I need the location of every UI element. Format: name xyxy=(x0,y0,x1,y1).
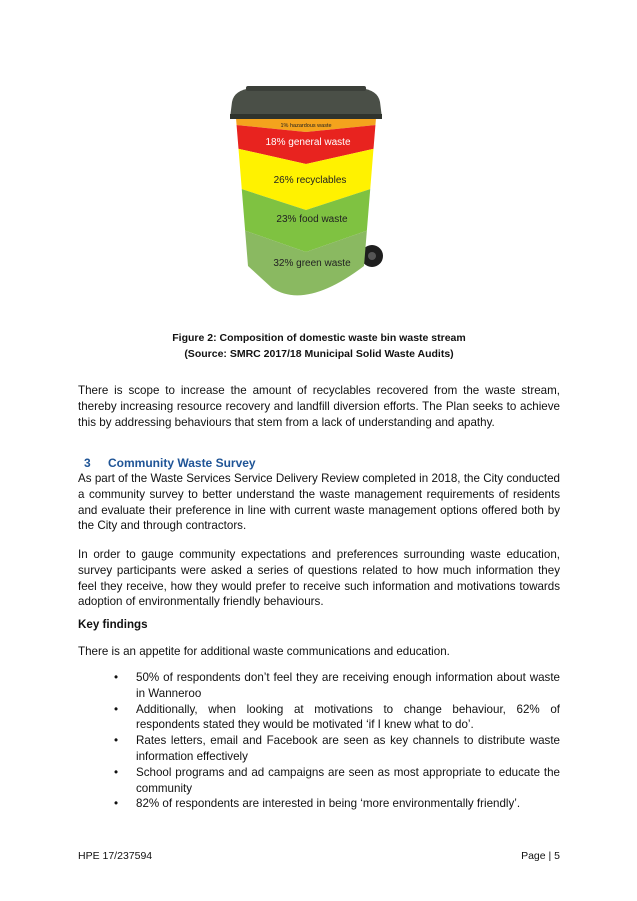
label-general: 18% general waste xyxy=(265,137,351,148)
section-heading xyxy=(84,456,256,470)
figure-caption: Figure 2: Composition of domestic waste bin waste stream xyxy=(172,332,466,344)
bullet-icon: • xyxy=(114,671,119,684)
list-item-text: 50% of respondents don’t feel they are receiving enough information about waste in Wanneroo xyxy=(136,671,560,700)
key-findings-heading: Key findings xyxy=(78,618,148,631)
list-item-text: 82% of respondents are interested in being ‘more environmentally friendly’. xyxy=(136,797,521,811)
section-title: Community Waste Survey xyxy=(108,456,256,470)
bin-lid xyxy=(230,88,382,118)
bullet-icon: • xyxy=(114,765,119,779)
bullet-icon: • xyxy=(114,702,119,716)
bullet-icon: • xyxy=(114,797,119,811)
label-green: 32% green waste xyxy=(273,258,351,269)
label-food: 23% food waste xyxy=(276,214,348,225)
list-item-text: Rates letters, email and Facebook are seen as key channels to distribute waste information effectively xyxy=(136,734,560,763)
waste-bin-illustration xyxy=(226,84,386,306)
paragraph-survey-questions: In order to gauge community expectations and preferences surrounding waste education, survey participants were asked a series of questions related to how much information they feel they receive, how they would prefer to receive such information and motivations towards adoption of environmentally friendly behaviours. xyxy=(78,548,560,609)
list-item-text: Additionally, when looking at motivations to change behaviour, 62% of respondents stated they would be motivated ‘if I knew what to do’. xyxy=(136,702,560,732)
figure-source: (Source: SMRC 2017/18 Municipal Solid Waste Audits) xyxy=(184,348,454,360)
list-item xyxy=(114,733,560,765)
section-number: 3 xyxy=(84,456,91,470)
key-findings-list xyxy=(114,670,560,812)
footer-reference: HPE 17/237594 xyxy=(78,850,153,862)
waste-bin-figure xyxy=(226,84,386,306)
list-item xyxy=(114,670,560,702)
list-item-text: School programs and ad campaigns are seen as most appropriate to educate the community xyxy=(136,765,560,795)
footer-page-number: Page | 5 xyxy=(521,850,560,862)
list-item xyxy=(114,796,560,812)
bullet-icon: • xyxy=(114,734,119,748)
key-findings-intro: There is an appetite for additional waste communications and education. xyxy=(78,645,450,658)
paragraph-recyclables-scope: There is scope to increase the amount of recyclables recovered from the waste stream, thereby increasing resource recovery and landfill diversion efforts. The Plan seeks to achieve this by addressing behaviours that stem from a lack of understanding and apathy. xyxy=(78,384,560,429)
list-item xyxy=(114,765,560,797)
label-hazardous: 1% hazardous waste xyxy=(280,123,332,129)
list-item xyxy=(114,702,560,734)
paragraph-survey-background: As part of the Waste Services Service Delivery Review completed in 2018, the City conducted a community survey to better understand the waste management requirements of residents and evaluate their preference in line with current waste management options offered both by the City and through contractors. xyxy=(78,472,560,533)
label-recyclables: 26% recyclables xyxy=(273,175,347,186)
